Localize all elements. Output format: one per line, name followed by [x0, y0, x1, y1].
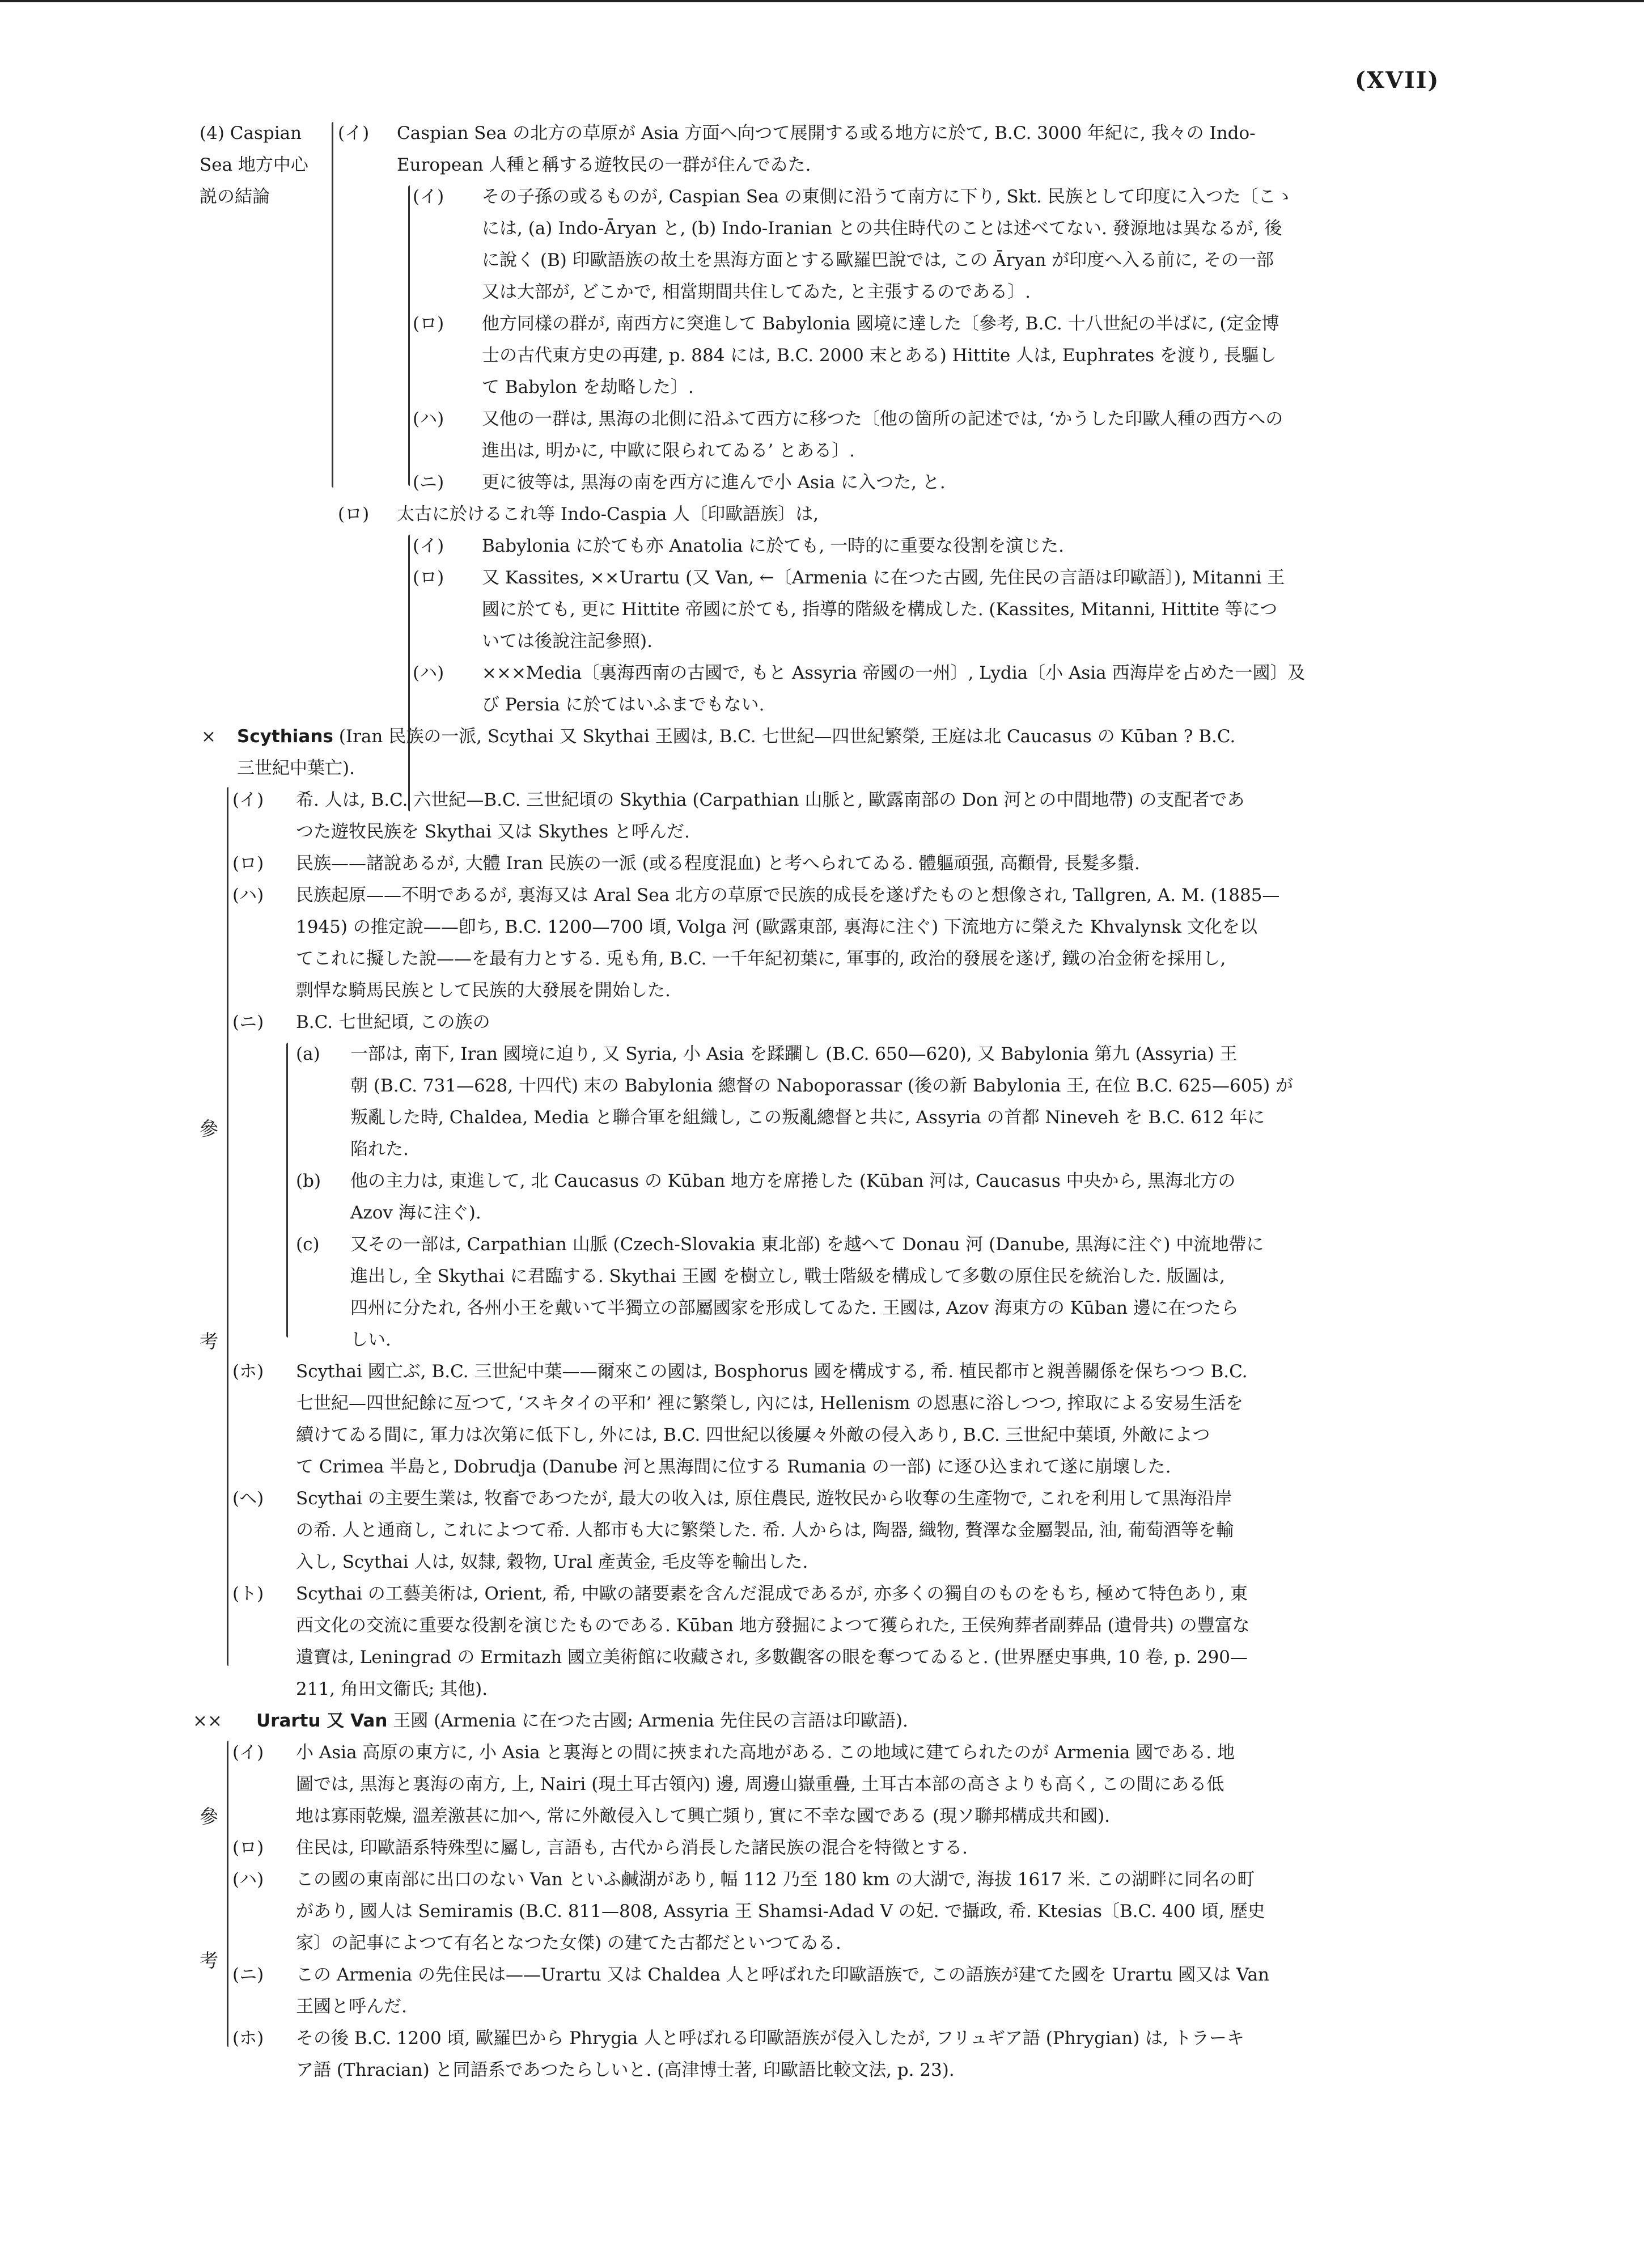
caspian-sub-i-line: には, (a) Indo-Āryan と, (b) Indo-Iranian との共住時代のことは述べてない. 發源地は異なるが, 後: [482, 218, 1282, 239]
scythians-head-line: 三世紀中葉亡).: [237, 758, 355, 778]
scythians-ha-line: 剽悍な騎馬民族として民族的大發展を開始した.: [296, 980, 671, 1001]
scythians-side-char: 考: [200, 1330, 218, 1352]
scythians-to-line: 211, 角田文衞氏; 其他).: [296, 1679, 488, 1699]
caspian-label-line: Sea 地方中心: [200, 155, 308, 175]
caspian-i-line: European 人種と稱する遊牧民の一群が住んでゐた.: [397, 155, 811, 175]
scythians-title: Scythians: [237, 726, 333, 747]
urartu-i-line: 小 Asia 高原の東方に, 小 Asia と裏海との間に挾まれた高地がある. この地域に建てられたのが Armenia 國である. 地: [296, 1742, 1235, 1763]
urartu-ni-line: この Armenia の先住民は——Urartu 又は Chaldea 人と呼ばれた印歐語族で, この語族が建てた國を Urartu 國又は Van: [296, 1965, 1269, 1985]
scythians-ni-a-line: 一部は, 南下, Iran 國境に迫り, 又 Syria, 小 Asia を蹂躙し (B.C. 650—620), 又 Babylonia 第九 (Assyria) 王: [350, 1044, 1238, 1064]
caspian-sub-ro-line: 他方同樣の群が, 南西方に突進して Babylonia 國境に達した〔參考, B.C. 十八世紀の半ばに, (定金博: [482, 314, 1279, 334]
scythians-side-char: 參: [200, 1118, 218, 1140]
scythians-ni-b-line: 他の主力は, 東進して, 北 Caucasus の Kūban 地方を席捲した (Kūban 河は, Caucasus 中央から, 黒海北方の: [350, 1171, 1236, 1191]
scythians-he-line: 入し, Scythai 人は, 奴隸, 穀物, Ural 產黃金, 毛皮等を輸出した.: [296, 1552, 808, 1572]
scythians-brace: [227, 787, 228, 1666]
scythians-marker: (ト): [232, 1584, 264, 1604]
caspian-ro-i-line: Babylonia に於ても亦 Anatolia に於ても, 一時的に重要な役割を演じた.: [482, 536, 1064, 556]
scythians-ni-c-line: 四州に分たれ, 各州小王を戴いて半獨立の部屬國家を形成してゐた. 王國は, Azov 海東方の Kūban 邊に在つたら: [350, 1298, 1239, 1318]
caspian-ro-brace: [408, 535, 410, 811]
scythians-marker: (ロ): [232, 853, 264, 874]
scythians-ha-line: 1945) の推定說——卽ち, B.C. 1200—700 頃, Volga 河 (歐露東部, 裏海に注ぐ) 下流地方に榮えた Khvalynsk 文化を以: [296, 917, 1257, 937]
urartu-ho-line: その後 B.C. 1200 頃, 歐羅巴から Phrygia 人と呼ばれる印歐語族が侵入したが, フリュギア語 (Phrygian) は, トラーキ: [296, 2028, 1244, 2049]
scythians-ho-line: 七世紀—四世紀餘に亙つて, ‘スキタイの平和’ 裡に繁榮し, 內には, Hellenism の恩惠に浴しつつ, 搾取による安易生活を: [296, 1393, 1244, 1414]
caspian-brace: [332, 122, 333, 488]
scythians-heading: [237, 721, 1235, 752]
urartu-side-char: 考: [200, 1949, 218, 1971]
scythians-marker: (ハ): [232, 885, 264, 905]
scythians-ha-line: 民族起原——不明であるが, 裏海又は Aral Sea 北方の草原で民族的成長を遂げたものと想像され, Tallgren, A. M. (1885—: [296, 885, 1280, 905]
scythians-ni-marker: (a): [296, 1044, 320, 1064]
scythians-to-line: 遺寶は, Leningrad の Ermitazh 國立美術館に收藏され, 多數觀客の眼を奪つてゐると. (世界歷史事典, 10 卷, p. 290—: [296, 1647, 1248, 1668]
scythians-ni-c-line: 進出し, 全 Skythai に君臨する. Skythai 王國 を樹立し, 戰士階級を構成して多數の原住民を統治した. 版圖は,: [350, 1266, 1225, 1287]
urartu-marker: (ロ): [232, 1838, 264, 1858]
scythians-ni-a-line: 朝 (B.C. 731—628, 十四代) 末の Babylonia 總督の Naboporassar (後の新 Babylonia 王, 在位 B.C. 625—605) が: [350, 1076, 1294, 1096]
scythians-ni-c-line: しい.: [350, 1330, 391, 1350]
scythians-marker: (イ): [232, 790, 264, 810]
caspian-ro-line: 太古に於けるこれ等 Indo-Caspia 人〔印歐語族〕は,: [397, 504, 819, 524]
caspian-ro-ro-line: 又 Kassites, ××Urartu (又 Van, ←〔Armenia に在つた古國, 先住民の言語は印歐語〕), Mitanni 王: [482, 568, 1285, 588]
urartu-head-line: 王國 (Armenia に在つた古國; Armenia 先住民の言語は印歐語).: [387, 1711, 908, 1731]
scythians-ro-line: 民族——諸說あるが, 大體 Iran 民族の一派 (或る程度混血) と考へられてゐる. 體軀頑强, 高顴骨, 長髮多鬚.: [296, 853, 1140, 874]
urartu-ha-line: 家〕の記事によつて有名となつた女傑) の建てた古都だといつてゐる.: [296, 1933, 841, 1953]
scythians-i-line: 希. 人は, B.C. 六世紀—B.C. 三世紀頃の Skythia (Carpathian 山脈と, 歐露南部の Don 河との中間地帶) の支配者であ: [296, 790, 1245, 810]
urartu-ha-line: があり, 國人は Semiramis (B.C. 811—808, Assyria 王 Shamsi-Adad V の妃. で攝政, 希. Ktesias〔B.C. 400 頃, 歷史: [296, 1901, 1265, 1922]
caspian-ro-ha-line: ×××Media〔裏海西南の古國で, もと Assyria 帝國の一州〕, Lydia〔小 Asia 西海岸を占めた一國〕及: [482, 663, 1306, 683]
scythians-marker: (ニ): [232, 1012, 264, 1033]
scythians-mark: ×: [201, 726, 216, 747]
caspian-sub-marker: (イ): [413, 187, 444, 207]
urartu-i-line: 圖では, 黒海と裏海の南方, 上, Nairi (現土耳古領內) 邊, 周邊山嶽重疊, 土耳古本部の高さよりも高く, この間にある低: [296, 1774, 1224, 1795]
caspian-sub-marker: (ロ): [413, 314, 444, 334]
caspian-ro-ha-line: び Persia に於てはいふまでもない.: [482, 695, 765, 715]
caspian-sub-i-line: その子孫の或るものが, Caspian Sea の東側に沿うて南方に下り, Skt. 民族として印度に入つた〔こゝ: [482, 187, 1294, 207]
caspian-label-line: 説の結論: [200, 187, 270, 207]
caspian-sub-ha-line: 又他の一群は, 黒海の北側に沿ふて西方に移つた〔他の箇所の記述では, ‘かうした印歐人種の西方への: [482, 409, 1283, 429]
scythians-ho-line: Scythai 國亡ぶ, B.C. 三世紀中葉——爾來この國は, Bosphorus 國を構成する, 希. 植民都市と親善關係を保ちつつ B.C.: [296, 1361, 1248, 1382]
caspian-sub-i-line: に說く (B) 印歐語族の故土を黒海方面とする歐羅巴說では, この Āryan が印度へ入る前に, その一部: [482, 250, 1274, 270]
scythians-ho-line: 續けてゐる間に, 軍力は次第に低下し, 外には, B.C. 四世紀以後屢々外敵の侵入あり, B.C. 三世紀中葉頃, 外敵によつ: [296, 1425, 1210, 1445]
urartu-marker: (ハ): [232, 1869, 264, 1890]
scythians-ni-brace: [286, 1043, 288, 1338]
top-rule: [0, 0, 1644, 2]
scythians-head-line: (Iran 民族の一派, Scythai 又 Skythai 王國は, B.C. 七世紀—四世紀繁榮, 王庭は北 Caucasus の Kūban ? B.C.: [333, 726, 1236, 747]
scythians-he-line: の希. 人と通商し, これによつて希. 人都市も大に繁榮した. 希. 人からは, 陶器, 織物, 贅澤な金屬製品, 油, 葡萄酒等を輸: [296, 1520, 1234, 1541]
caspian-ro-ro-line: 國に於ても, 更に Hittite 帝國に於ても, 指導的階級を構成した. (Kassites, Mitanni, Hittite 等につ: [482, 599, 1278, 620]
caspian-ro-sub-marker: (イ): [413, 536, 444, 556]
scythians-ni-b-line: Azov 海に注ぐ).: [350, 1203, 481, 1223]
caspian-sub-ro-line: 士の古代東方史の再建, p. 884 には, B.C. 2000 末とある) Hittite 人は, Euphrates を渡り, 長驅し: [482, 345, 1277, 366]
page-number: (XVII): [1355, 67, 1440, 94]
urartu-mark: ××: [193, 1711, 222, 1731]
caspian-ro-marker: (ロ): [338, 504, 370, 524]
caspian-sub-ni-line: 更に彼等は, 黒海の南を西方に進んで小 Asia に入つた, と.: [482, 472, 946, 493]
urartu-title: Urartu 又 Van: [256, 1711, 388, 1731]
urartu-marker: (ホ): [232, 2028, 264, 2049]
caspian-sub-i-line: 又は大部が, どこかで, 相當期間共住してゐた, と主張するのである〕.: [482, 282, 1031, 302]
caspian-sub-marker: (ハ): [413, 409, 444, 429]
caspian-sub-ro-line: て Babylon を劫略した〕.: [482, 377, 694, 397]
urartu-side-char: 參: [200, 1805, 218, 1827]
caspian-ro-ro-line: いては後說注記參照).: [482, 631, 652, 651]
scythians-ni-marker: (c): [296, 1234, 320, 1255]
scythians-marker: (ヘ): [232, 1488, 264, 1509]
urartu-ha-line: この國の東南部に出口のない Van といふ鹹湖があり, 幅 112 乃至 180 km の大湖で, 海拔 1617 米. この湖畔に同名の町: [296, 1869, 1255, 1890]
scythians-he-line: Scythai の主要生業は, 牧畜であつたが, 最大の收入は, 原住農民, 遊牧民から收奪の生產物で, これを利用して黒海沿岸: [296, 1488, 1232, 1509]
caspian-ro-sub-marker: (ロ): [413, 568, 444, 588]
urartu-ho-line: ア語 (Thracian) と同語系であつたらしいと. (高津博士著, 印歐語比較文法, p. 23).: [296, 2060, 955, 2080]
caspian-sub-marker: (ニ): [413, 472, 444, 493]
scythians-ho-line: て Crimea 半島と, Dobrudja (Danube 河と黒海間に位する Rumania の一部) に逐ひ込まれて遂に崩壞した.: [296, 1457, 1171, 1477]
scythians-ha-line: てこれに擬した說——を最有力とする. 兎も角, B.C. 一千年紀初葉に, 軍事的, 政治的發展を遂げ, 鐵の冶金術を採用し,: [296, 949, 1226, 969]
scythians-to-line: 西文化の交流に重要な役割を演じたものである. Kūban 地方發掘によつて獲られた, 王侯殉葬者副葬品 (遺骨共) の豐富な: [296, 1615, 1250, 1636]
caspian-i-marker: (イ): [338, 123, 370, 143]
urartu-marker: (イ): [232, 1742, 264, 1763]
scythians-ni-c-line: 又その一部は, Carpathian 山脈 (Czech-Slovakia 東北部) を越へて Donau 河 (Danube, 黒海に注ぐ) 中流地帶に: [350, 1234, 1264, 1255]
scythians-ni-a-line: 陷れた.: [350, 1139, 409, 1160]
caspian-i-line: Caspian Sea の北方の草原が Asia 方面へ向つて展開する或る地方に於て, B.C. 3000 年紀に, 我々の Indo-: [397, 123, 1256, 143]
scythians-to-line: Scythai の工藝美術は, Orient, 希, 中歐の諸要素を含んだ混成であるが, 亦多くの獨自のものをもち, 極めて特色あり, 東: [296, 1584, 1248, 1604]
urartu-ni-line: 王國と呼んだ.: [296, 1996, 407, 2017]
scythians-ni-a-line: 叛亂した時, Chaldea, Media と聯合軍を組織し, この叛亂總督と共に, Assyria の首都 Nineveh を B.C. 612 年に: [350, 1107, 1265, 1128]
caspian-sub-brace: [408, 185, 410, 486]
urartu-ro-line: 住民は, 印歐語系特殊型に屬し, 言語も, 古代から消長した諸民族の混合を特徵とする.: [296, 1838, 968, 1858]
urartu-i-line: 地は寡雨乾燥, 溫差激甚に加へ, 常に外敵侵入して興亡頻り, 實に不幸な國である (現ソ聯邦構成共和國).: [296, 1806, 1111, 1826]
urartu-brace: [227, 1741, 228, 2047]
caspian-label-line: (4) Caspian: [200, 123, 302, 143]
caspian-sub-ha-line: 進出は, 明かに, 中歐に限られてゐる’ とある〕.: [482, 441, 855, 461]
scythians-ni-line: B.C. 七世紀頃, この族の: [296, 1012, 490, 1033]
scythians-i-line: つた遊牧民族を Skythai 又は Skythes と呼んだ.: [296, 822, 690, 842]
caspian-ro-sub-marker: (ハ): [413, 663, 444, 683]
urartu-heading: [256, 1705, 908, 1737]
scythians-marker: (ホ): [232, 1361, 264, 1382]
urartu-marker: (ニ): [232, 1965, 264, 1985]
scythians-ni-marker: (b): [296, 1171, 321, 1191]
